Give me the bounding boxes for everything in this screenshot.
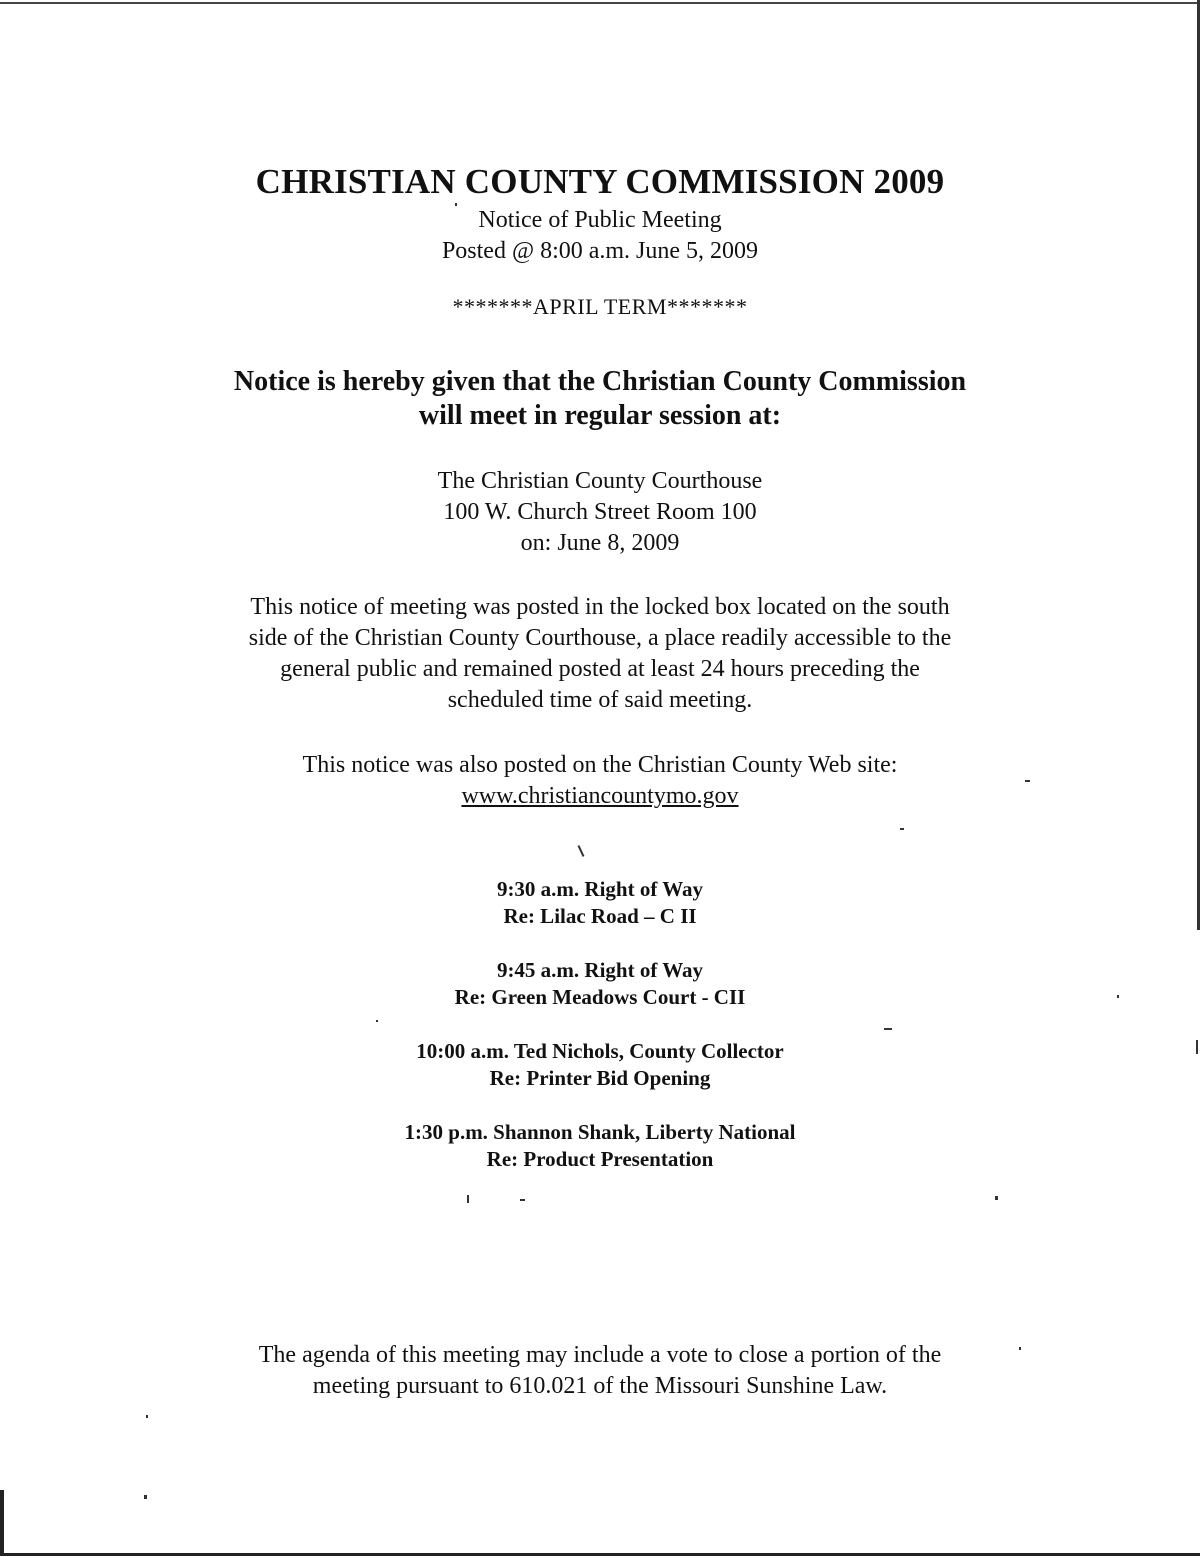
- posting-line-3: general public and remained posted at least 24 hours preceding the: [280, 656, 920, 682]
- web-line: This notice was also posted on the Christian County Web site:: [302, 752, 898, 778]
- agenda-item: [0, 957, 1200, 1011]
- location-building: The Christian County Courthouse: [437, 468, 763, 494]
- scan-speck: [578, 845, 585, 857]
- agenda-item: [0, 1038, 1200, 1092]
- posting-line-2: side of the Christian County Courthouse, a place readily accessible to the: [248, 625, 952, 651]
- footer-line-2: meeting pursuant to 610.021 of the Missouri Sunshine Law.: [312, 1373, 888, 1399]
- scan-speck: [1196, 1040, 1198, 1054]
- scan-speck: [1025, 780, 1030, 782]
- scan-speck: [467, 1195, 469, 1203]
- document-title: CHRISTIAN COUNTY COMMISSION 2009: [255, 162, 945, 201]
- posting-line-4: scheduled time of said meeting.: [447, 687, 753, 713]
- scan-speck: [1019, 1347, 1021, 1350]
- heading-line-2: will meet in regular session at:: [418, 400, 782, 431]
- scan-speck: [376, 1020, 378, 1022]
- scan-speck: [995, 1196, 998, 1200]
- posting-line-1: This notice of meeting was posted in the locked box located on the south: [250, 594, 950, 620]
- meeting-location: [0, 466, 1200, 559]
- agenda-re: Re: Lilac Road – C II: [503, 904, 697, 928]
- scan-speck: [146, 1415, 148, 1418]
- scan-edge-left: [0, 1490, 4, 1556]
- agenda-re: Re: Green Meadows Court - CII: [454, 985, 746, 1009]
- agenda-time-topic: 9:45 a.m. Right of Way: [496, 958, 704, 982]
- website-link[interactable]: www.christiancountymo.gov: [461, 783, 739, 809]
- scan-edge-bottom: [0, 1553, 1200, 1556]
- location-date: on: June 8, 2009: [520, 530, 680, 556]
- scan-speck: [884, 1028, 892, 1030]
- term-line: *******APRIL TERM*******: [452, 294, 748, 319]
- notice-label: Notice of Public Meeting: [478, 207, 722, 233]
- scan-speck: [144, 1495, 147, 1499]
- agenda-re: Re: Printer Bid Opening: [489, 1066, 711, 1090]
- posting-statement: [0, 592, 1200, 716]
- location-address: 100 W. Church Street Room 100: [443, 499, 757, 525]
- footer-line-1: The agenda of this meeting may include a vote to close a portion of the: [258, 1342, 942, 1368]
- agenda-item: [0, 1119, 1200, 1173]
- agenda-time-topic: 1:30 p.m. Shannon Shank, Liberty National: [404, 1120, 796, 1144]
- scan-edge-top: [0, 2, 1200, 4]
- meeting-heading: [0, 365, 1200, 433]
- agenda-item: [0, 876, 1200, 930]
- notice-header: [0, 205, 1200, 267]
- posted-line: Posted @ 8:00 a.m. June 5, 2009: [441, 238, 759, 264]
- scan-speck: [1117, 995, 1119, 998]
- scan-speck: [455, 203, 457, 206]
- scan-speck: [520, 1199, 525, 1201]
- web-statement: [0, 750, 1200, 812]
- agenda-time-topic: 9:30 a.m. Right of Way: [496, 877, 704, 901]
- heading-line-1: Notice is hereby given that the Christian County Commission: [233, 366, 967, 397]
- scan-speck: [900, 828, 904, 830]
- agenda-time-topic: 10:00 a.m. Ted Nichols, County Collector: [416, 1039, 784, 1063]
- agenda-re: Re: Product Presentation: [486, 1147, 714, 1171]
